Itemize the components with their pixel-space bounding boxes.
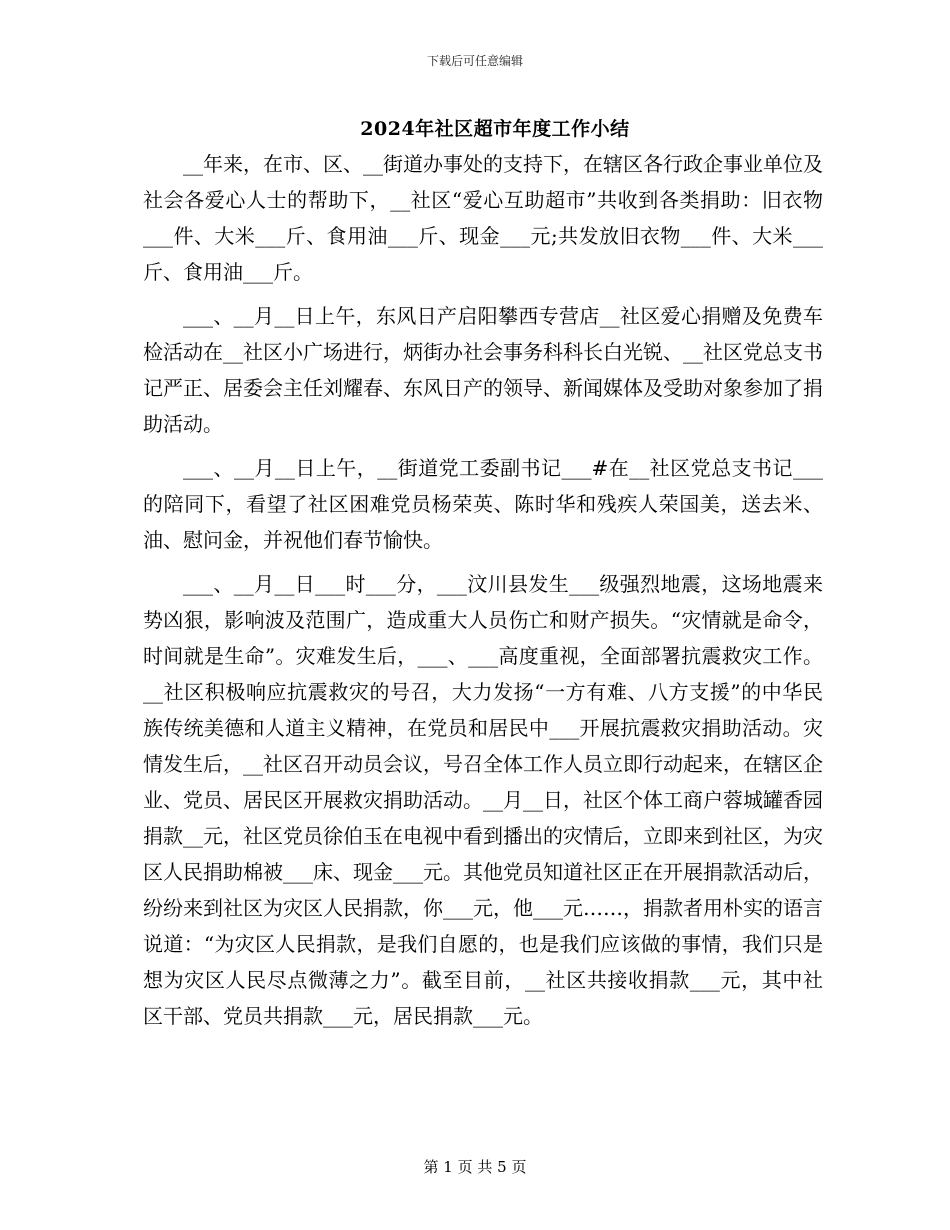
header-note: 下载后可任意编辑: [426, 54, 523, 68]
document-body: [143, 146, 823, 1042]
paragraph: ___、__月__日___时___分，___汶川县发生___级强烈地震，这场地震来势凶狠，影响波及范围广，造成重大人员伤亡和财产损失。“灾情就是命令，时间就是生命”。灾难发生后，___、___高度重视，全面部署抗震救灾工作。__社区积极响应抗震救灾的号召，大力发扬“一方有难、八方支援”的中华民族传统美德和人道主义精神，在党员和居民中___开展抗震救灾捐助活动。灾情发生后，__社区召开动员会议，号召全体工作人员立即行动起来，在辖区企业、党员、居民区开展救灾捐助活动。__月__日，社区个体工商户蓉城罐香园捐款__元，社区党员徐伯玉在电视中看到播出的灾情后，立即来到社区，为灾区人民捐助棉被___床、现金___元。其他党员知道社区正在开展捐款活动后，纷纷来到社区为灾区人民捐款，你___元，他___元……，捐款者用朴实的语言说道：“为灾区人民捐款，是我们自愿的，也是我们应该做的事情，我们只是想为灾区人民尽点微薄之力”。截至目前，__社区共接收捐款___元，其中社区干部、党员共捐款___元，居民捐款___元。: [143, 572, 823, 1028]
paragraph: ___、__月__日上午，东风日产启阳攀西专营店__社区爱心捐赠及免费车检活动在__社区小广场进行，炳街办社会事务科科长白光锐、__社区党总支书记严正、居委会主任刘耀春、东风日产的领导、新闻媒体及受助对象参加了捐助活动。: [143, 304, 823, 436]
document-title: 2024年社区超市年度工作小结: [360, 118, 630, 140]
paragraph: ___、__月__日上午，__街道党工委副书记___#在__社区党总支书记___的陪同下，看望了社区困难党员杨荣英、陈时华和残疾人荣国美，送去米、油、慰问金，并祝他们春节愉快。: [143, 456, 823, 552]
paragraph: __年来，在市、区、__街道办事处的支持下，在辖区各行政企事业单位及社会各爱心人士的帮助下，__社区“爱心互助超市”共收到各类捐助：旧衣物___件、大米___斤、食用油___斤、现金___元;共发放旧衣物___件、大米___斤、食用油___斤。: [143, 152, 823, 284]
page-footer: 第 1 页 共 5 页: [423, 1158, 527, 1176]
